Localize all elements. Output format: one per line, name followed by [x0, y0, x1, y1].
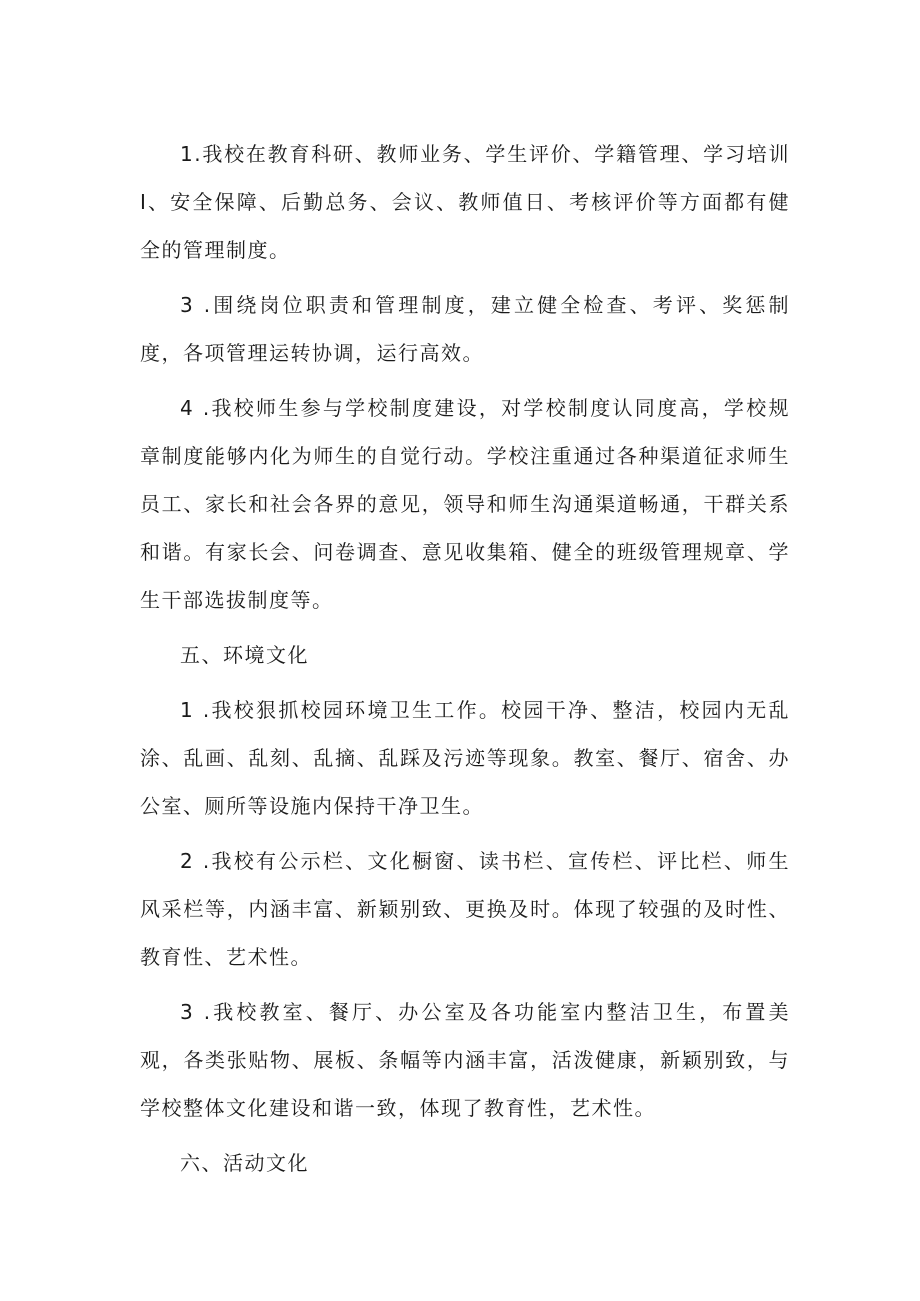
paragraph-management-system: 1.我校在教育科研、教师业务、学生评价、学籍管理、学习培训I、安全保障、后勤总务、会议、教师值日、考核评价等方面都有健全的管理制度。	[140, 142, 790, 262]
section-heading-environment: 五、环境文化	[180, 643, 309, 667]
paragraph-bulletin-boards: 2 .我校有公示栏、文化橱窗、读书栏、宣传栏、评比栏、师生风采栏等，内涵丰富、新颖别致、更换及时。体现了较强的及时性、教育性、艺术性。	[140, 849, 790, 969]
section-heading-activities: 六、活动文化	[180, 1151, 309, 1175]
paragraph-system-building: 4 .我校师生参与学校制度建设，对学校制度认同度高，学校规章制度能够内化为师生的自觉行动。学校注重通过各种渠道征求师生员工、家长和社会各界的意见，领导和师生沟通渠道畅通，干群关系和谐。有家长会、问卷调查、意见收集箱、健全的班级管理规章、学生干部选拔制度等。	[140, 396, 790, 612]
paragraph-room-decoration: 3 .我校教室、餐厅、办公室及各功能室内整洁卫生，布置美观，各类张贴物、展板、条幅等内涵丰富，活泼健康，新颖别致，与学校整体文化建设和谐一致，体现了教育性，艺术性。	[140, 1000, 790, 1120]
document-body	[140, 130, 790, 1194]
paragraph-inspection-system: 3 .围绕岗位职责和管理制度，建立健全检查、考评、奖惩制度，各项管理运转协调，运行高效。	[140, 293, 790, 365]
paragraph-campus-hygiene: 1 .我校狠抓校园环境卫生工作。校园干净、整洁，校园内无乱涂、乱画、乱刻、乱摘、乱踩及污迹等现象。教室、餐厅、宿舍、办公室、厕所等设施内保持干净卫生。	[140, 698, 790, 818]
